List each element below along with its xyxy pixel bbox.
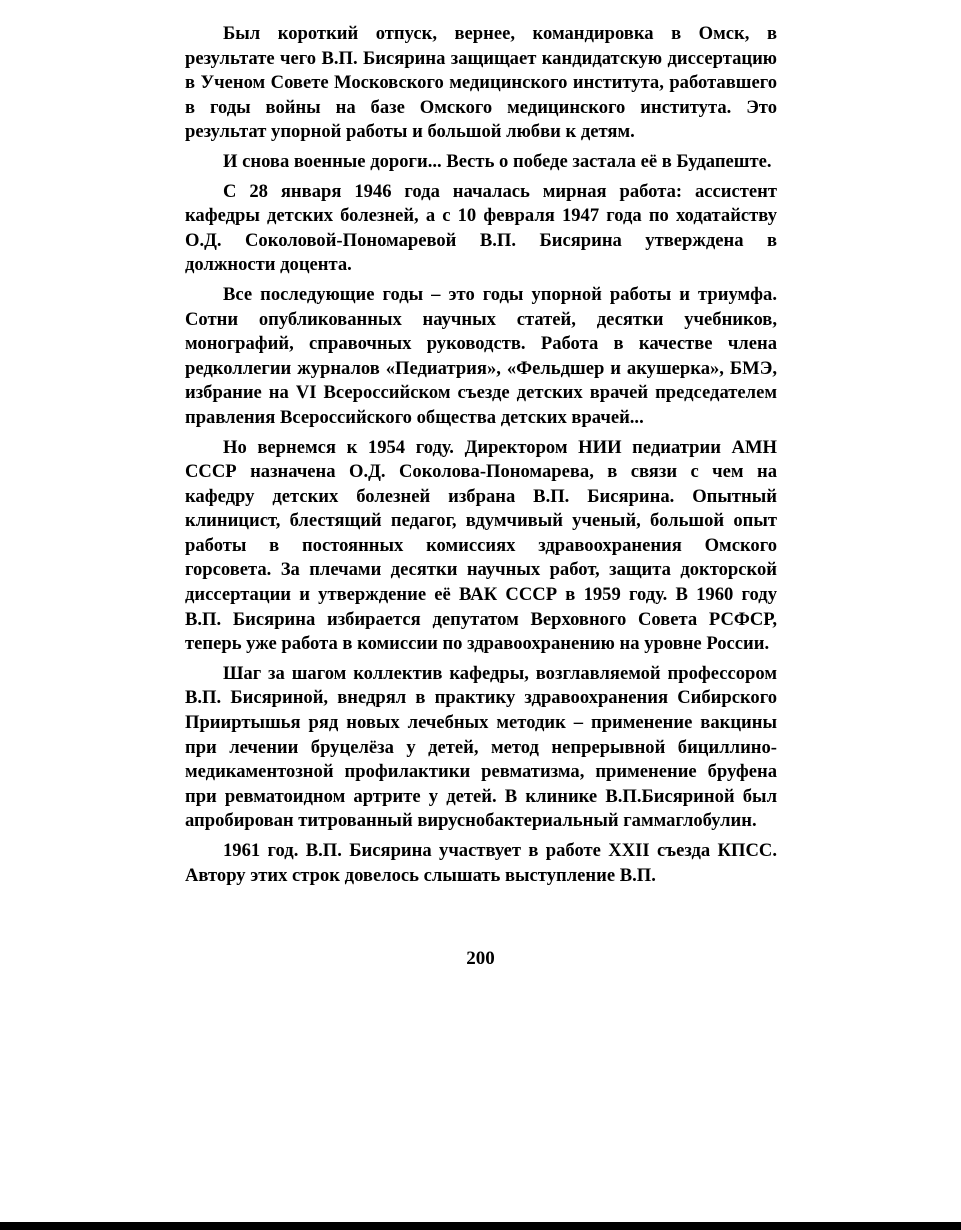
paragraph-1: Был короткий отпуск, вернее, командировка в Омск, в результате чего В.П. Бисярина защищает кандидатскую диссертацию в Ученом Совете Московского медицинского института, работавшего в годы войны на базе Омского медицинского института. Это результат упорной работы и большой любви к детям. [185, 23, 777, 143]
paragraph-5: Но вернемся к 1954 году. Директором НИИ педиатрии АМН СССР назначена О.Д. Соколова-Пономарева, в связи с чем на кафедру детских болезней избрана В.П. Бисярина. Опытный клиницист, блестящий педагог, вдумчивый ученый, большой опыт работы в постоянных комиссиях здравоохранения Омского горсовета. За плечами десятки научных работ, защита докторской диссертации и утверждение её ВАК СССР в 1959 году. В 1960 году В.П. Бисярина избирается депутатом Верховного Совета РСФСР, теперь уже работа в комиссии по здравоохранению на уровне России. [185, 436, 777, 655]
paragraph-3: С 28 января 1946 года началась мирная работа: ассистент кафедры детских болезней, а с 10 февраля 1947 года по ходатайству О.Д. Соколовой-Пономаревой В.П. Бисярина утверждена в должности доцента. [185, 180, 777, 276]
paragraph-4: Все последующие годы – это годы упорной работы и триумфа. Сотни опубликованных научных статей, десятки учебников, монографий, справочных руководств. Работа в качестве члена редколлегии журналов «Педиатрия», «Фельдшер и акушерка», БМЭ, избрание на VI Всероссийском съезде детских врачей председателем правления Всероссийского общества детских врачей... [185, 283, 777, 428]
bottom-border [0, 1222, 961, 1230]
page-number: 200 [466, 948, 495, 969]
paragraph-7: 1961 год. В.П. Бисярина участвует в работе XXII съезда КПСС. Автору этих строк довелось слышать выступление В.П. [185, 840, 777, 886]
paragraph-6: Шаг за шагом коллектив кафедры, возглавляемой профессором В.П. Бисяриной, внедрял в практику здравоохранения Сибирского Прииртышья ряд новых лечебных методик – применение вакцины при лечении бруцелёза у детей, метод непрерывной бициллино-медикаментозной профилактики ревматизма, применение бруфена при ревматоидном артрите у детей. В клинике В.П.Бисяриной был апробирован титрованный вируснобактериальный гаммаглобулин. [185, 662, 777, 832]
page-body [185, 22, 777, 893]
paragraph-2: И снова военные дороги... Весть о победе застала её в Будапеште. [223, 150, 772, 172]
